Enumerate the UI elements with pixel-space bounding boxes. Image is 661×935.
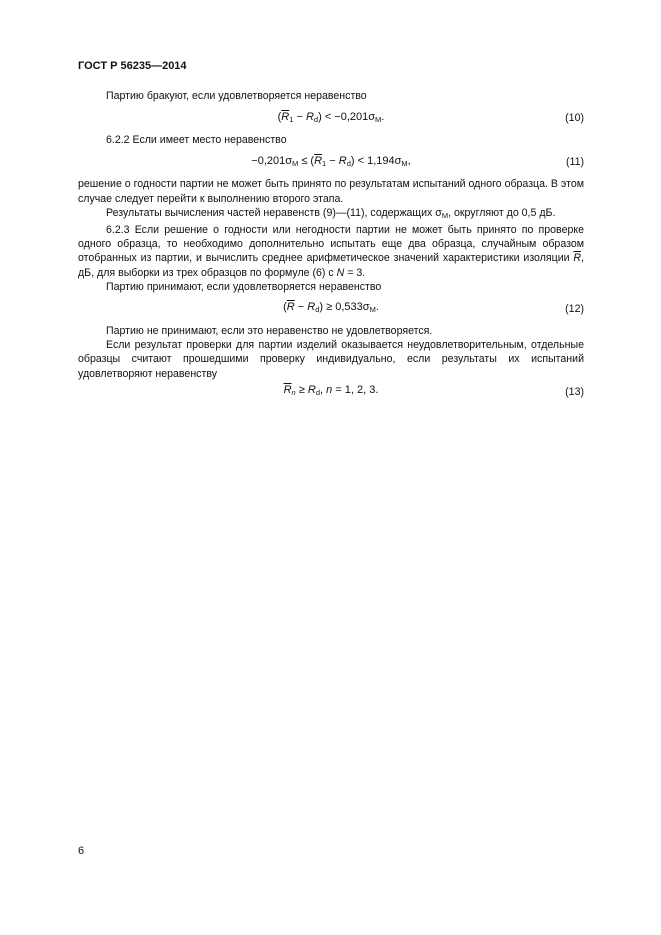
paragraph-not-accept: Партию не принимают, если это неравенство не удовлетворяется. [106, 325, 433, 338]
formula-13-expression: $\overline{R}_n \ge R_d$, n = 1, 2, 3. [283, 384, 379, 398]
paragraph-6-2-2: 6.2.2 Если имеет место неравенство [106, 134, 287, 147]
formula-12 [78, 294, 584, 324]
formula-13 [78, 381, 584, 403]
paragraph-individual: Если результат проверки для партии изделий оказывается неудовлетворительным, отдельные образцы считают прошедшими проверку индивидуально, если результаты их испытаний удовлетворяют неравенству [78, 339, 584, 380]
paragraph-accept: Партию принимают, если удовлетворяется неравенство [106, 280, 382, 293]
formula-10-expression: $(\overline{R}_1 - R_d) < -0,201\sigma_M$. [277, 110, 385, 124]
formula-11-number: (11) [565, 156, 584, 169]
formula-10 [78, 103, 584, 133]
formula-11-expression: $-0,201\sigma_M \le (\overline{R}_1 - R_d) < 1,194\sigma_M$, [251, 154, 411, 168]
paragraph-rounding: Результаты вычисления частей неравенств (9)—(11), содержащих $\sigma_M$, округляют до 0,5 дБ. [106, 206, 556, 220]
formula-12-number: (12) [565, 302, 584, 315]
formula-13-number: (13) [565, 385, 584, 398]
paragraph-decision: решение о годности партии не может быть принято по результатам испытаний одного образца. В этом случае следует перейти к выполнению второго этапа. [78, 178, 584, 205]
paragraph-reject: Партию бракуют, если удовлетворяется неравенство [106, 90, 367, 102]
document-header: ГОСТ Р 56235—2014 [78, 60, 187, 72]
document-body [78, 89, 584, 403]
formula-10-number: (10) [565, 112, 584, 125]
page-number: 6 [78, 845, 85, 857]
formula-11 [78, 147, 584, 177]
formula-12-expression: $(\overline{R} - R_d) \ge 0,533\sigma_M$. [283, 301, 379, 315]
paragraph-6-2-3: 6.2.3 Если решение о годности или негодности партии не может быть принято по проверке одного образца, то необходимо дополнительно испытать еще два образца, случайным образом отобранных из партии, и вычислить среднее арифметическое значений характеристики изоляции $\overline{R}$, дБ, для выборки из трех образцов по формуле (6) с N = 3. [78, 224, 584, 279]
